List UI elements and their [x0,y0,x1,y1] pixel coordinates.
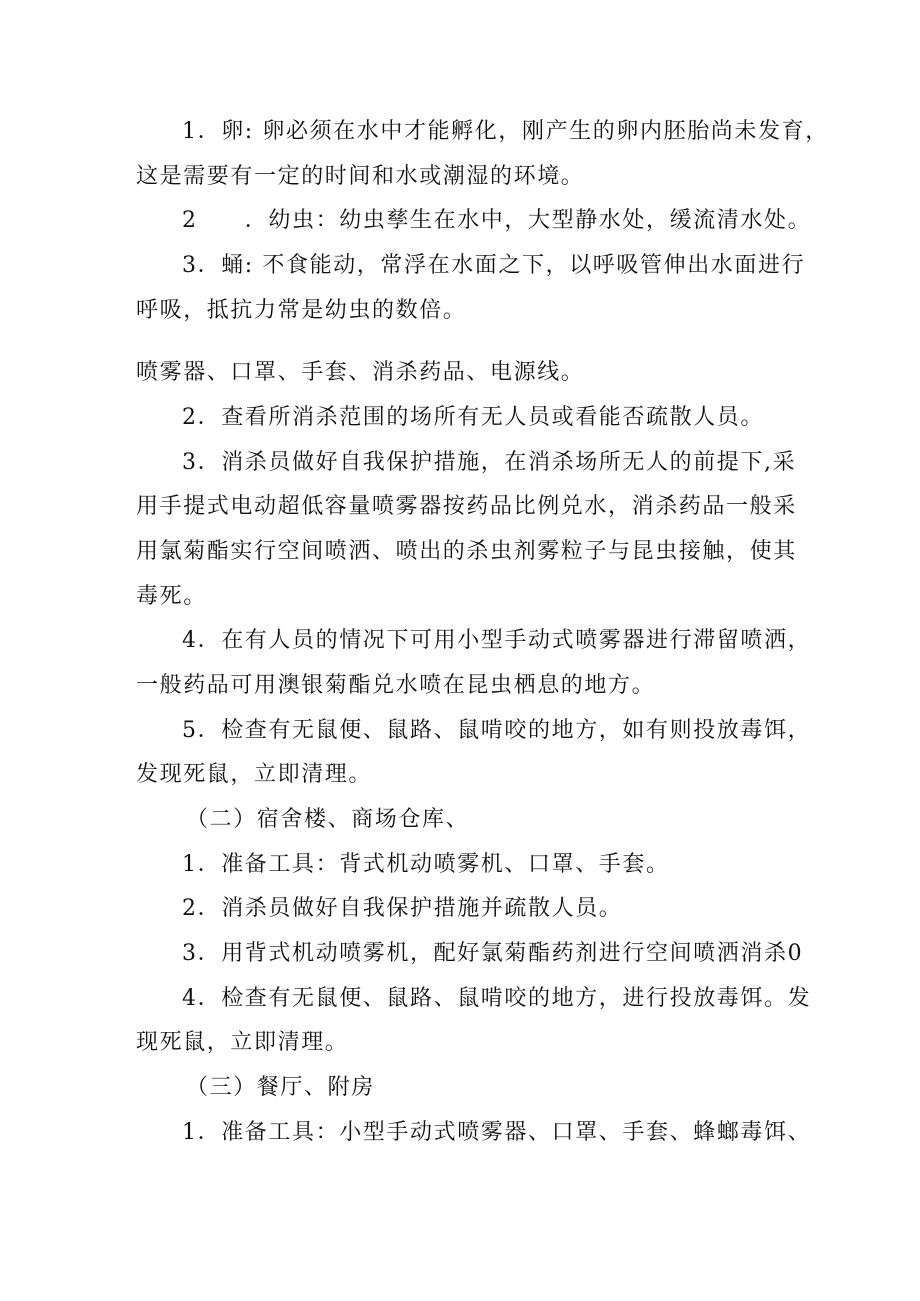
pupa-paragraph-line-2: 呼吸，抵抗力常是幼虫的数倍。 [136,298,467,323]
section-heading-canteen: （三）餐厅、附房 [186,1075,375,1100]
larva-paragraph: 2 ．幼虫：幼虫孳生在水中，大型静水处，缓流清水处。 [182,208,812,233]
step-3-line-3: 用氯菊酯实行空间喷洒、喷出的杀虫剂雾粒子与昆虫接触，使其 [136,539,797,564]
step-4-line-2: 一般药品可用澳银菊酯兑水喷在昆虫栖息的地方。 [136,673,656,698]
step-3-line-4: 毒死。 [136,584,207,609]
step-5-line-1: 5．检查有无鼠便、鼠路、鼠啃咬的地方，如有则投放毒饵， [182,718,812,743]
step-3-line-1: 3．消杀员做好自我保护措施，在消杀场所无人的前提下,采 [182,450,797,475]
section-heading-dormitory: （二）宿舍楼、商场仓库、 [186,807,470,832]
step-5-line-2: 发现死鼠，立即清理。 [136,762,373,787]
egg-paragraph-line-1: 1．卵: 卵必须在水中才能孵化，刚产生的卵内胚胎尚未发育， [182,119,829,144]
egg-paragraph-line-2: 这是需要有一定的时间和水或潮湿的环境。 [136,164,585,189]
dorm-step-4-line-1: 4．检查有无鼠便、鼠路、鼠啃咬的地方，进行投放毒饵。发 [182,986,812,1011]
dorm-step-1: 1．准备工具：背式机动喷雾机、口罩、手套。 [182,852,670,877]
step-3-line-2: 用手提式电动超低容量喷雾器按药品比例兑水，消杀药品一般采 [136,494,797,519]
pupa-paragraph-line-1: 3．蛹: 不食能动，常浮在水面之下，以呼吸管伸出水面进行 [182,253,806,278]
step-2-check-area: 2．查看所消杀范围的场所有无人员或看能否疏散人员。 [182,405,764,430]
tools-list-line: 喷雾器、口罩、手套、消杀药品、电源线。 [136,360,585,385]
step-4-line-1: 4．在有人员的情况下可用小型手动式喷雾器进行滞留喷洒， [182,628,812,653]
dorm-step-4-line-2: 现死鼠，立即清理。 [136,1030,349,1055]
dorm-step-3: 3．用背式机动喷雾机，配好氯菊酯药剂进行空间喷洒消杀0 [182,941,804,966]
dorm-step-2: 2．消杀员做好自我保护措施并疏散人员。 [182,896,623,921]
canteen-step-1: 1．准备工具：小型手动式喷雾器、口罩、手套、蜂螂毒饵、 [182,1120,812,1145]
